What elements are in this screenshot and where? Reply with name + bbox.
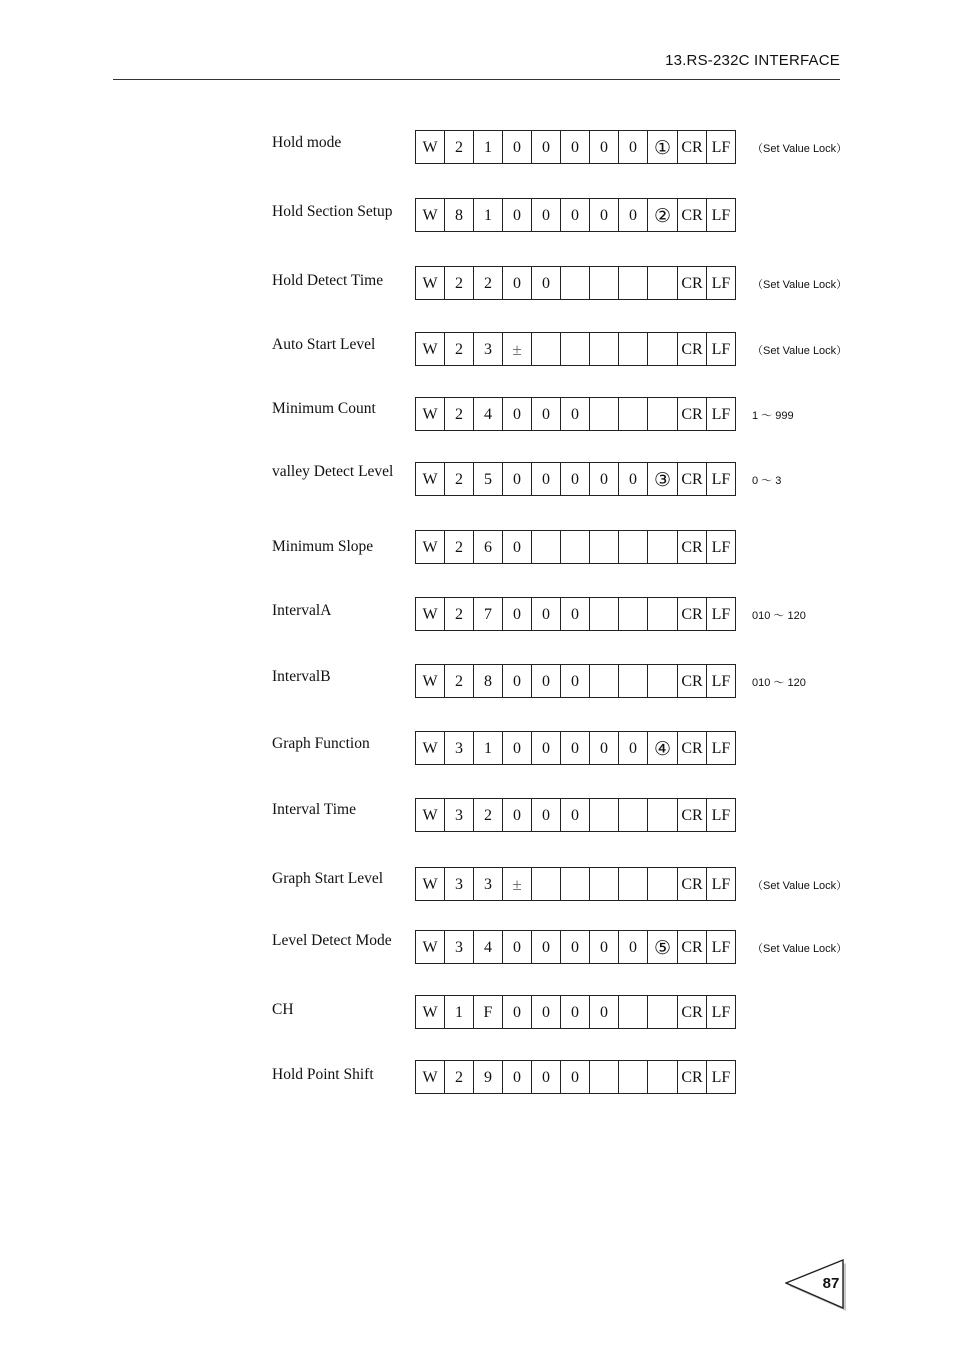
command-cells [415,462,736,496]
command-note: （Set Value Lock） [752,943,848,955]
command-cell: 2 [445,333,474,365]
command-cell [619,333,648,365]
command-cell: 0 [561,931,590,963]
command-cell: 0 [532,996,561,1028]
command-row [0,530,954,564]
command-cell: ② [648,199,678,231]
command-cell: 0 [532,267,561,299]
command-label: Auto Start Level [272,336,376,353]
command-row [0,995,954,1029]
command-cell [590,531,619,563]
command-cell: LF [707,333,736,365]
command-cell: CR [678,267,707,299]
command-cell: W [416,333,445,365]
command-label: Hold Detect Time [272,272,384,289]
command-cell [648,996,678,1028]
command-cell [561,868,590,900]
command-note: （Set Value Lock） [752,345,848,357]
command-cells [415,332,736,366]
command-cells [415,530,736,564]
command-label: Hold Section Setup [272,203,393,220]
command-cell: CR [678,131,707,163]
command-cell: 0 [619,732,648,764]
command-cells [415,397,736,431]
command-note: 010 ～ 120 [752,677,806,689]
command-note: 1 ～ 999 [752,410,794,422]
command-cells [415,731,736,765]
command-cell [648,868,678,900]
command-row [0,266,954,300]
command-cell: 0 [503,463,532,495]
command-cell: 0 [590,931,619,963]
command-cell: LF [707,732,736,764]
command-cell: CR [678,463,707,495]
command-cell [561,531,590,563]
command-cell: 0 [503,732,532,764]
command-cell: W [416,398,445,430]
command-row [0,198,954,232]
command-cells [415,867,736,901]
command-cell: W [416,598,445,630]
command-cell: 0 [503,398,532,430]
command-cell: LF [707,868,736,900]
page-header: 13.RS-232C INTERFACE [665,52,840,69]
command-cell: 0 [561,598,590,630]
command-cell: ③ [648,463,678,495]
command-cell: 0 [503,996,532,1028]
command-row [0,731,954,765]
command-cell: 0 [619,931,648,963]
command-cells [415,995,736,1029]
command-cell: 2 [445,598,474,630]
command-label: Graph Start Level [272,870,384,887]
command-cell: W [416,1061,445,1093]
command-cell: 8 [474,665,503,697]
command-cell: 0 [619,131,648,163]
command-cell: 0 [532,799,561,831]
command-cell: 2 [445,531,474,563]
command-cell: 3 [474,868,503,900]
command-cell: 3 [445,732,474,764]
command-cell: 0 [503,199,532,231]
command-cell [590,868,619,900]
command-cell: W [416,868,445,900]
command-cell: 2 [445,665,474,697]
command-cell: 5 [474,463,503,495]
command-cell: 0 [532,732,561,764]
command-cell: 3 [474,333,503,365]
command-cell: 0 [590,131,619,163]
command-cell: 0 [561,665,590,697]
command-row [0,1060,954,1094]
command-cell: W [416,131,445,163]
command-cell [532,531,561,563]
command-cell: 0 [503,931,532,963]
command-cell: 0 [561,463,590,495]
command-cells [415,930,736,964]
command-cell: LF [707,463,736,495]
command-cell: CR [678,665,707,697]
command-cell: LF [707,1061,736,1093]
command-cell: CR [678,398,707,430]
command-cell: ± [503,333,532,365]
command-cell: LF [707,131,736,163]
command-cell: CR [678,732,707,764]
command-cell: CR [678,931,707,963]
command-cell: W [416,732,445,764]
command-cell: ① [648,131,678,163]
command-cell: 0 [619,463,648,495]
command-cell: 0 [532,1061,561,1093]
command-label: IntervalB [272,668,331,685]
command-cell: ⑤ [648,931,678,963]
command-cell: 0 [590,732,619,764]
command-cell [561,267,590,299]
command-cell: CR [678,598,707,630]
command-cell: 9 [474,1061,503,1093]
command-row [0,798,954,832]
command-cell [619,996,648,1028]
command-cell [561,333,590,365]
command-cell: LF [707,531,736,563]
command-cell: 0 [503,1061,532,1093]
command-row [0,930,954,964]
command-cell: 0 [590,996,619,1028]
command-row [0,867,954,901]
command-cell: W [416,463,445,495]
command-cell: CR [678,1061,707,1093]
command-cell: LF [707,799,736,831]
command-cell: 7 [474,598,503,630]
command-cell [590,1061,619,1093]
command-cell: 0 [503,665,532,697]
command-cell [590,398,619,430]
command-cell: LF [707,267,736,299]
command-cell: W [416,531,445,563]
command-cell: 0 [561,131,590,163]
command-cell [619,665,648,697]
command-cell: 2 [474,799,503,831]
command-cells [415,1060,736,1094]
command-note: 010 ～ 120 [752,610,806,622]
command-cell: 2 [445,1061,474,1093]
command-cell: ④ [648,732,678,764]
command-cell: 0 [503,531,532,563]
command-cell: LF [707,598,736,630]
command-cell: W [416,996,445,1028]
command-cell: 4 [474,398,503,430]
command-label: Graph Function [272,735,370,752]
command-cell [619,398,648,430]
header-rule [113,79,840,80]
command-cell: LF [707,931,736,963]
command-cell [619,531,648,563]
command-label: CH [272,1001,294,1018]
command-cells [415,664,736,698]
command-cell [590,799,619,831]
command-cell: 3 [445,799,474,831]
command-cell: 0 [561,398,590,430]
command-cell: 2 [474,267,503,299]
command-row [0,397,954,431]
command-cell [648,267,678,299]
command-cell: 0 [532,131,561,163]
command-cell: 0 [503,131,532,163]
command-label: Minimum Count [272,400,376,417]
command-cell: 6 [474,531,503,563]
command-label: Minimum Slope [272,538,374,555]
command-cell: 0 [561,996,590,1028]
command-cell: LF [707,398,736,430]
command-row [0,462,954,496]
command-row [0,332,954,366]
command-cell: 2 [445,463,474,495]
command-cell [532,868,561,900]
command-cell: 1 [445,996,474,1028]
command-label: IntervalA [272,602,332,619]
command-label: Hold Point Shift [272,1066,374,1083]
command-cell: F [474,996,503,1028]
command-note: （Set Value Lock） [752,279,848,291]
command-cell: 0 [532,665,561,697]
command-cell: W [416,665,445,697]
command-cell: 2 [445,267,474,299]
command-cell: LF [707,996,736,1028]
command-cell: CR [678,799,707,831]
command-label: Hold mode [272,134,342,151]
command-cell: LF [707,199,736,231]
command-cell: 0 [590,463,619,495]
command-cell: CR [678,199,707,231]
command-label: Interval Time [272,801,356,818]
command-row [0,130,954,164]
command-cell: 0 [532,598,561,630]
command-cell [590,333,619,365]
command-cells [415,130,736,164]
command-cell [590,267,619,299]
command-cell: 0 [561,199,590,231]
command-cell: ± [503,868,532,900]
page-number: 87 [822,1275,840,1292]
command-cell: CR [678,333,707,365]
command-cell [619,1061,648,1093]
command-cell: 0 [503,799,532,831]
command-cell: 0 [503,267,532,299]
command-cell: 0 [532,199,561,231]
command-cells [415,798,736,832]
command-cell: 0 [532,398,561,430]
command-cell: 3 [445,931,474,963]
command-cell: 4 [474,931,503,963]
command-note: 0 ～ 3 [752,475,782,487]
command-cell [590,598,619,630]
command-cell [619,267,648,299]
command-cell [648,333,678,365]
command-cell: 0 [503,598,532,630]
command-cell: W [416,199,445,231]
command-label: Level Detect Mode [272,932,392,949]
command-cell: 2 [445,398,474,430]
command-cell [648,531,678,563]
command-cell: 1 [474,131,503,163]
command-note: （Set Value Lock） [752,880,848,892]
command-cell: 2 [445,131,474,163]
command-cell: 0 [561,799,590,831]
command-cell [648,1061,678,1093]
command-cell: CR [678,996,707,1028]
command-label: valley Detect Level [272,463,394,480]
command-cell: 1 [474,199,503,231]
command-cell: LF [707,665,736,697]
command-cell: 0 [532,931,561,963]
command-cell [619,799,648,831]
command-cell: W [416,799,445,831]
command-cell: 0 [590,199,619,231]
command-cell: CR [678,868,707,900]
command-cell: 0 [619,199,648,231]
command-cell: W [416,267,445,299]
command-cell: W [416,931,445,963]
command-cells [415,266,736,300]
command-row [0,664,954,698]
command-note: （Set Value Lock） [752,143,848,155]
command-cell: 0 [561,1061,590,1093]
command-cell: 0 [532,463,561,495]
command-row [0,597,954,631]
command-cell [648,665,678,697]
command-cell [590,665,619,697]
command-cell [619,868,648,900]
command-cells [415,198,736,232]
command-cell: 0 [561,732,590,764]
command-cell [648,598,678,630]
command-cell: 3 [445,868,474,900]
command-cell [648,398,678,430]
command-cells [415,597,736,631]
command-cell [648,799,678,831]
command-cell [532,333,561,365]
command-cell: CR [678,531,707,563]
command-cell: 1 [474,732,503,764]
command-cell: 8 [445,199,474,231]
command-cell [619,598,648,630]
